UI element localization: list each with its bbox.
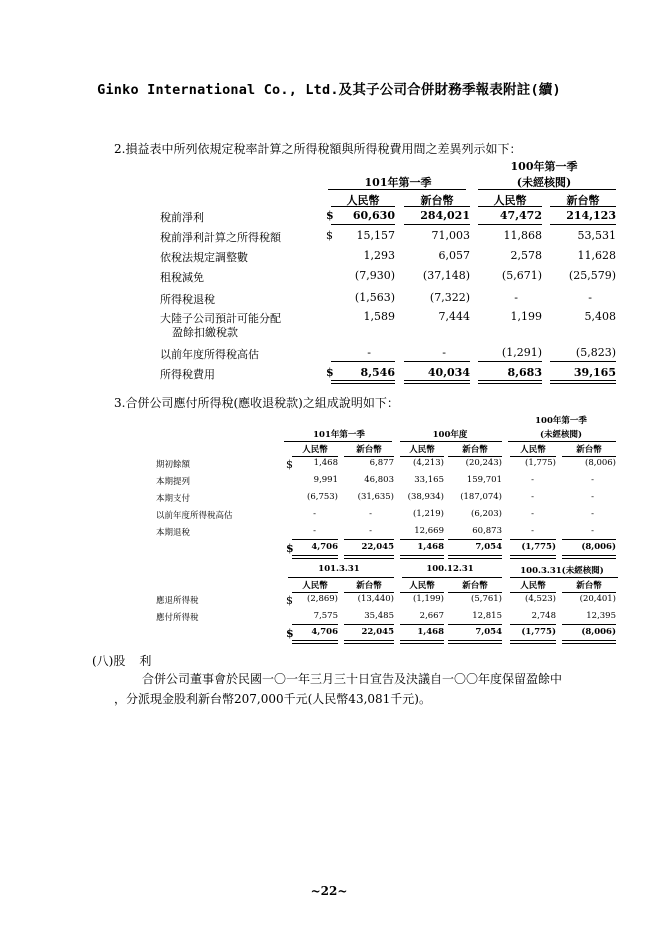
s3b-total-currency: $ <box>286 627 294 640</box>
s2-cell: (25,579) <box>568 269 616 282</box>
s2-cell: (7,322) <box>429 291 470 304</box>
s3b-col-header-rule <box>344 592 394 593</box>
s3b-cell: 12,815 <box>472 611 502 621</box>
section3-heading: 3.合併公司應付所得稅(應收退稅款)之組成說明如下： <box>114 396 399 410</box>
s2-group1-header: 101年第一季 <box>364 176 432 189</box>
s3a-col-header: 人民幣 <box>409 445 435 455</box>
s2-cell: 39,165 <box>573 366 616 379</box>
s3a-col-header-rule <box>562 456 616 457</box>
s3b-cell: (1,199) <box>413 594 444 604</box>
s2-group2-rule <box>478 189 616 190</box>
s2-underline-sub <box>404 361 470 362</box>
s3a-cell: - <box>531 509 534 519</box>
s3a-total-currency: $ <box>286 542 294 555</box>
s3b-double-underline <box>562 640 616 644</box>
s3-groupA-101q1: 101年第一季 <box>313 430 365 440</box>
s2-underline-pretax <box>550 224 616 225</box>
s2-underline-pretax <box>478 224 542 225</box>
page-number: ~22~ <box>310 884 348 898</box>
s2-cell: (37,148) <box>422 269 470 282</box>
s2-cell: (1,291) <box>501 346 542 359</box>
s3a-cell: - <box>369 509 372 519</box>
s3a-underline <box>400 539 444 540</box>
s2-row-label: 租稅減免 <box>160 271 204 284</box>
s3b-total-cell: 4,706 <box>311 627 338 637</box>
s3a-row-label: 期初餘額 <box>156 460 191 470</box>
s3b-cell: 7,575 <box>313 611 338 621</box>
s2-col-header-rule <box>550 206 616 207</box>
s3a-double-underline <box>510 555 556 559</box>
s3b-row-label: 應退所得稅 <box>156 596 199 606</box>
s3a-col-header-rule <box>510 456 556 457</box>
s2-row-label: 稅前淨利 <box>160 211 204 224</box>
s3a-cell: 1,468 <box>313 458 338 468</box>
s3b-col-header-rule <box>448 592 502 593</box>
s3b-cell: 2,748 <box>531 611 556 621</box>
s2-group1-rule <box>328 189 466 190</box>
s3b-total-cell: (8,006) <box>581 627 616 637</box>
s3b-underline <box>400 624 444 625</box>
s3b-col-header-rule <box>510 592 556 593</box>
s3b-total-cell: (1,775) <box>521 627 556 637</box>
s2-row-label: 所得稅退稅 <box>160 293 215 306</box>
s3a-cell: (6,203) <box>471 509 502 519</box>
s3a-col-header-rule <box>292 456 338 457</box>
s2-cell: 11,868 <box>503 229 542 242</box>
s2-cell: 1,199 <box>510 310 542 323</box>
s3a-col-header: 人民幣 <box>302 445 328 455</box>
s3b-double-underline <box>448 640 502 644</box>
section8-title: 利 <box>139 654 152 668</box>
s3-groupA-rule-1 <box>284 441 392 442</box>
s3a-col-header: 人民幣 <box>520 445 546 455</box>
s3-groupA-rule-2 <box>400 441 502 442</box>
s3a-cell: 9,991 <box>313 475 338 485</box>
s2-double-underline <box>331 380 395 384</box>
s3a-underline <box>448 539 502 540</box>
s3a-col-header-rule <box>448 456 502 457</box>
s2-cell: - <box>442 346 446 359</box>
page-title: Ginko International Co., Ltd.及其子公司合併財務季報表附註(續) <box>97 82 561 98</box>
s2-cell: 284,021 <box>420 209 470 222</box>
s3b-underline <box>510 624 556 625</box>
s2-underline-sub <box>478 361 542 362</box>
s2-col-header: 新台幣 <box>420 194 454 207</box>
s2-cell: 47,472 <box>499 209 542 222</box>
s3-groupA-rule-3 <box>508 441 616 442</box>
s2-underline-pretax <box>331 224 395 225</box>
s3-groupA-unaudited: (未經核閱) <box>539 430 583 440</box>
s3a-cell: - <box>313 509 316 519</box>
s3a-cell: 12,669 <box>414 526 444 536</box>
s3b-col-header-rule <box>292 592 338 593</box>
s3b-cell: (2,869) <box>307 594 338 604</box>
s3a-row-label: 本期支付 <box>156 494 191 504</box>
s3a-col-header: 新台幣 <box>356 445 382 455</box>
s3a-total-cell: (1,775) <box>521 542 556 552</box>
s3b-total-cell: 7,054 <box>475 627 502 637</box>
s3b-cell: (13,440) <box>357 594 394 604</box>
s2-cell: (5,823) <box>575 346 616 359</box>
s2-col-header-rule <box>404 206 470 207</box>
s2-currency-sign: $ <box>326 229 333 242</box>
s3b-col-header: 新台幣 <box>462 581 488 591</box>
s2-group2-line1: 100年第一季 <box>510 160 578 173</box>
s3b-group-header: 100.12.31 <box>426 564 474 574</box>
s3b-underline <box>448 624 502 625</box>
s2-cell: 71,003 <box>431 229 470 242</box>
section8-number: (八)股 <box>92 654 126 668</box>
s3a-cell: 159,701 <box>466 475 502 485</box>
s3b-group-rule <box>288 577 394 578</box>
s2-cell: 11,628 <box>577 249 616 262</box>
s3b-double-underline <box>510 640 556 644</box>
s3a-cell: - <box>591 526 594 536</box>
s3b-underline <box>344 624 394 625</box>
s3b-double-underline <box>344 640 394 644</box>
s3b-col-header: 人民幣 <box>409 581 435 591</box>
s3b-currency-sign: $ <box>286 594 293 607</box>
s3-groupA-100q1: 100年第一季 <box>535 416 587 426</box>
s3b-row-label: 應付所得稅 <box>156 613 199 623</box>
s3a-underline <box>562 539 616 540</box>
s3a-row-label: 以前年度所得稅高估 <box>156 511 233 521</box>
s3b-group-rule <box>402 577 502 578</box>
s2-row-label: 所得稅費用 <box>160 368 215 381</box>
s3b-double-underline <box>400 640 444 644</box>
s3b-total-cell: 22,045 <box>361 627 394 637</box>
s2-cell: 6,057 <box>438 249 470 262</box>
s3a-cell: (38,934) <box>407 492 444 502</box>
s3b-cell: (5,761) <box>471 594 502 604</box>
s2-group2-line2: (未經核閱) <box>516 176 572 189</box>
s2-col-header: 人民幣 <box>346 194 380 207</box>
s2-row-label: 大陸子公司預計可能分配 <box>160 312 281 325</box>
s3a-cell: - <box>591 492 594 502</box>
s3a-double-underline <box>448 555 502 559</box>
section8-line2: ，分派現金股利新台幣207,000千元(人民幣43,081千元)。 <box>114 692 431 706</box>
s2-currency-sign: $ <box>326 209 334 222</box>
s3a-double-underline <box>344 555 394 559</box>
s3b-underline <box>292 624 338 625</box>
s3b-cell: (20,401) <box>579 594 616 604</box>
s2-double-underline <box>550 380 616 384</box>
s3a-cell: - <box>313 526 316 536</box>
s3a-cell: (4,213) <box>413 458 444 468</box>
s3a-double-underline <box>292 555 338 559</box>
s2-row-label: 依稅法規定調整數 <box>160 251 248 264</box>
s2-cell: 5,408 <box>584 310 616 323</box>
s3b-col-header: 人民幣 <box>302 581 328 591</box>
s3a-total-cell: (8,006) <box>581 542 616 552</box>
s2-cell: 214,123 <box>566 209 616 222</box>
s3b-col-header: 人民幣 <box>520 581 546 591</box>
s2-currency-sign: $ <box>326 366 334 379</box>
s3a-cell: - <box>531 526 534 536</box>
s3a-cell: - <box>531 475 534 485</box>
s2-cell: 15,157 <box>356 229 395 242</box>
s2-col-header-rule <box>331 206 395 207</box>
s2-cell: - <box>367 346 371 359</box>
s3a-double-underline <box>400 555 444 559</box>
s3a-underline <box>510 539 556 540</box>
s3b-cell: 12,395 <box>586 611 616 621</box>
section8-line1: 合併公司董事會於民國一〇一年三月三十日宣告及決議自一〇〇年度保留盈餘中 <box>142 672 563 686</box>
section2-heading: 2.損益表中所列依規定稅率計算之所得稅額與所得稅費用間之差異列示如下： <box>114 142 522 156</box>
s3a-cell: - <box>591 509 594 519</box>
s2-underline-pretax <box>404 224 470 225</box>
s3a-cell: (1,775) <box>525 458 556 468</box>
s2-col-header: 人民幣 <box>493 194 527 207</box>
s2-row-label: 稅前淨利計算之所得稅額 <box>160 231 281 244</box>
s2-cell: 40,034 <box>427 366 470 379</box>
s3a-cell: 33,165 <box>414 475 444 485</box>
s3b-group-header: 101.3.31 <box>318 564 360 574</box>
s3a-total-cell: 1,468 <box>417 542 444 552</box>
s3b-group-rule <box>510 577 618 578</box>
s3a-cell: - <box>591 475 594 485</box>
s3b-col-header: 新台幣 <box>356 581 382 591</box>
s2-cell: - <box>588 291 592 304</box>
s3a-col-header: 新台幣 <box>576 445 602 455</box>
s2-underline-sub <box>550 361 616 362</box>
s3a-total-cell: 7,054 <box>475 542 502 552</box>
s3a-cell: (6,753) <box>307 492 338 502</box>
s3a-col-header-rule <box>400 456 444 457</box>
s2-cell: 2,578 <box>510 249 542 262</box>
s3b-col-header: 新台幣 <box>576 581 602 591</box>
s2-cell: - <box>514 291 518 304</box>
s3a-col-header: 新台幣 <box>462 445 488 455</box>
s2-col-header-rule <box>478 206 542 207</box>
s2-cell: 8,546 <box>360 366 395 379</box>
s2-cell: 53,531 <box>577 229 616 242</box>
s3a-row-label: 本期提列 <box>156 477 191 487</box>
s2-cell: 60,630 <box>352 209 395 222</box>
s3b-cell: (4,523) <box>525 594 556 604</box>
s3a-cell: (31,635) <box>357 492 394 502</box>
s3b-group-header: 100.3.31(未經核閱) <box>520 566 604 576</box>
s3a-currency-sign: $ <box>286 458 293 471</box>
s3a-cell: 60,873 <box>472 526 502 536</box>
s2-cell: 1,293 <box>363 249 395 262</box>
s3a-cell: - <box>369 526 372 536</box>
s2-double-underline <box>404 380 470 384</box>
s2-cell: 8,683 <box>507 366 542 379</box>
s3b-cell: 2,667 <box>419 611 444 621</box>
s2-cell: (7,930) <box>354 269 395 282</box>
s3a-cell: 46,803 <box>364 475 394 485</box>
s2-underline-sub <box>331 361 395 362</box>
s3b-total-cell: 1,468 <box>417 627 444 637</box>
s2-cell: (1,563) <box>354 291 395 304</box>
s3a-row-label: 本期退稅 <box>156 528 191 538</box>
s3a-total-cell: 22,045 <box>361 542 394 552</box>
s3b-col-header-rule <box>400 592 444 593</box>
s3b-underline <box>562 624 616 625</box>
s3a-underline <box>292 539 338 540</box>
s3b-col-header-rule <box>562 592 616 593</box>
s3a-cell: (8,006) <box>585 458 616 468</box>
s3-groupA-100y: 100年度 <box>432 430 468 440</box>
s3a-double-underline <box>562 555 616 559</box>
s2-row-label-cont: 盈餘扣繳稅款 <box>172 326 238 339</box>
s3b-cell: 35,485 <box>364 611 394 621</box>
s3a-cell: (187,074) <box>460 492 502 502</box>
s3b-double-underline <box>292 640 338 644</box>
s2-cell: (5,671) <box>501 269 542 282</box>
s3a-cell: (1,219) <box>413 509 444 519</box>
s3a-underline <box>344 539 394 540</box>
s2-col-header: 新台幣 <box>566 194 600 207</box>
s3a-total-cell: 4,706 <box>311 542 338 552</box>
s2-cell: 7,444 <box>438 310 470 323</box>
s2-double-underline <box>478 380 542 384</box>
s3a-cell: (20,243) <box>465 458 502 468</box>
s2-cell: 1,589 <box>363 310 395 323</box>
s3a-col-header-rule <box>344 456 394 457</box>
s3a-cell: - <box>531 492 534 502</box>
s3a-cell: 6,877 <box>369 458 394 468</box>
s2-row-label: 以前年度所得稅高估 <box>160 348 259 361</box>
